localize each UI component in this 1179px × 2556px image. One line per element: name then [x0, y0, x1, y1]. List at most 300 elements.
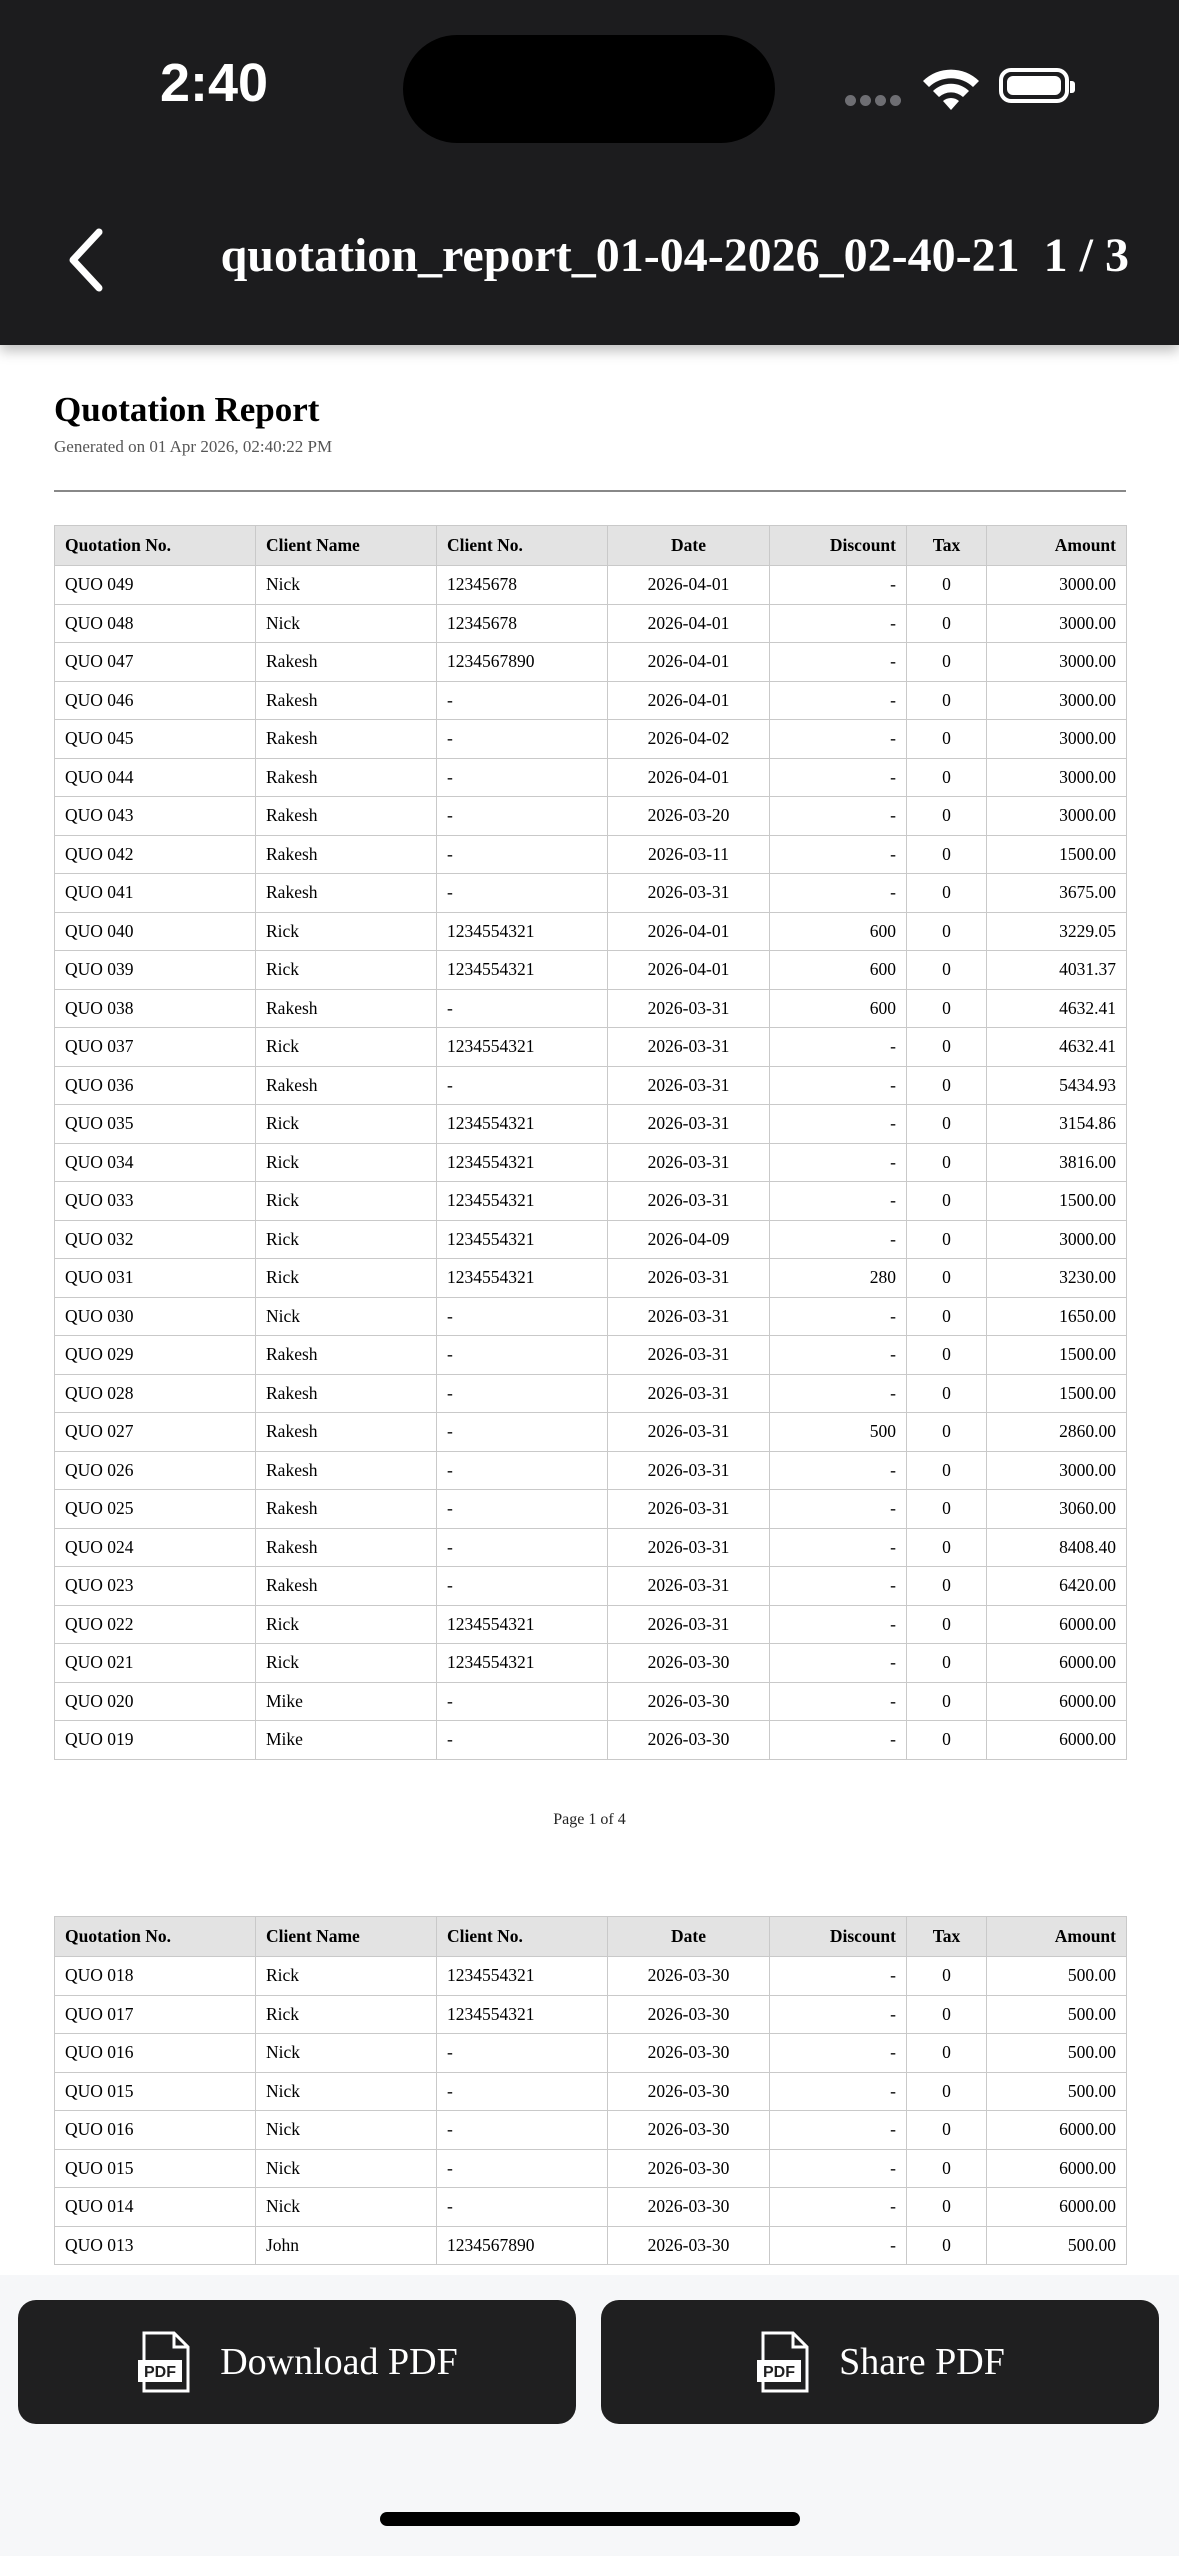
cell-date: 2026-04-09	[608, 1220, 770, 1259]
table-row	[55, 2226, 1127, 2265]
cell-discount: -	[770, 1682, 907, 1721]
cell-discount: -	[770, 1220, 907, 1259]
cell-discount: -	[770, 1567, 907, 1606]
cell-client-name: Rick	[256, 951, 437, 990]
cell-amount: 3675.00	[987, 874, 1127, 913]
cell-quotation-no: QUO 022	[55, 1605, 256, 1644]
column-header-discount: Discount	[770, 526, 907, 566]
table-row	[55, 1220, 1127, 1259]
divider	[54, 490, 1126, 492]
table-row	[55, 1957, 1127, 1996]
cell-date: 2026-03-30	[608, 1957, 770, 1996]
cell-amount: 4632.41	[987, 1028, 1127, 1067]
cell-date: 2026-04-01	[608, 643, 770, 682]
cell-discount: -	[770, 1066, 907, 1105]
cell-amount: 500.00	[987, 2034, 1127, 2073]
cell-client-no: 1234554321	[437, 1644, 608, 1683]
table-row	[55, 989, 1127, 1028]
cell-client-no: -	[437, 1413, 608, 1452]
cell-tax: 0	[907, 797, 987, 836]
cell-client-name: Rakesh	[256, 1336, 437, 1375]
table-row	[55, 1644, 1127, 1683]
cell-amount: 3816.00	[987, 1143, 1127, 1182]
file-name: quotation_report_01-04-2026_02-40-21	[220, 229, 1020, 282]
cell-client-name: Rakesh	[256, 1528, 437, 1567]
share-pdf-label: Share PDF	[839, 2341, 1005, 2383]
cell-client-no: 1234554321	[437, 1028, 608, 1067]
cell-date: 2026-04-01	[608, 681, 770, 720]
cell-quotation-no: QUO 031	[55, 1259, 256, 1298]
cell-tax: 0	[907, 1682, 987, 1721]
cell-tax: 0	[907, 2188, 987, 2227]
cell-client-name: Rakesh	[256, 1413, 437, 1452]
cell-client-name: Nick	[256, 2188, 437, 2227]
document-title	[140, 228, 1129, 283]
cell-client-name: Nick	[256, 566, 437, 605]
page-footer: Page 1 of 4	[553, 1811, 626, 1828]
table-row	[55, 643, 1127, 682]
report-title: Quotation Report	[54, 390, 320, 429]
cell-client-no: -	[437, 1066, 608, 1105]
cell-date: 2026-03-30	[608, 1682, 770, 1721]
column-header-client-name: Client Name	[256, 526, 437, 566]
cell-amount: 3000.00	[987, 1220, 1127, 1259]
cell-client-no: -	[437, 2072, 608, 2111]
cell-quotation-no: QUO 025	[55, 1490, 256, 1529]
table-row	[55, 797, 1127, 836]
cell-tax: 0	[907, 2111, 987, 2150]
top-bar	[0, 0, 1179, 345]
cellular-signal-icon	[845, 93, 905, 111]
cell-date: 2026-03-31	[608, 1066, 770, 1105]
cell-client-name: John	[256, 2226, 437, 2265]
cell-amount: 3000.00	[987, 1451, 1127, 1490]
cell-amount: 3000.00	[987, 566, 1127, 605]
cell-client-no: -	[437, 989, 608, 1028]
cell-tax: 0	[907, 1336, 987, 1375]
cell-tax: 0	[907, 2149, 987, 2188]
table-row	[55, 1413, 1127, 1452]
cell-quotation-no: QUO 046	[55, 681, 256, 720]
battery-icon	[999, 68, 1069, 103]
table-row	[55, 1567, 1127, 1606]
cell-date: 2026-03-31	[608, 1605, 770, 1644]
table-row	[55, 1143, 1127, 1182]
cell-discount: -	[770, 1644, 907, 1683]
table-row	[55, 1528, 1127, 1567]
cell-client-no: -	[437, 835, 608, 874]
cell-tax: 0	[907, 1567, 987, 1606]
cell-tax: 0	[907, 1490, 987, 1529]
back-button[interactable]	[55, 220, 115, 300]
cell-discount: -	[770, 2188, 907, 2227]
table-row	[55, 2034, 1127, 2073]
cell-quotation-no: QUO 015	[55, 2072, 256, 2111]
table-row	[55, 758, 1127, 797]
table-row	[55, 1451, 1127, 1490]
cell-date: 2026-03-11	[608, 835, 770, 874]
table-row	[55, 2111, 1127, 2150]
cell-discount: 280	[770, 1259, 907, 1298]
table-row	[55, 1297, 1127, 1336]
cell-amount: 3000.00	[987, 758, 1127, 797]
cell-discount: -	[770, 2072, 907, 2111]
cell-client-name: Mike	[256, 1721, 437, 1760]
cell-amount: 1500.00	[987, 1374, 1127, 1413]
cell-client-name: Mike	[256, 1682, 437, 1721]
cell-discount: -	[770, 681, 907, 720]
cell-client-no: -	[437, 1567, 608, 1606]
table-row	[55, 912, 1127, 951]
cell-amount: 1500.00	[987, 1182, 1127, 1221]
cell-amount: 3060.00	[987, 1490, 1127, 1529]
cell-tax: 0	[907, 758, 987, 797]
cell-client-name: Rakesh	[256, 720, 437, 759]
cell-date: 2026-03-30	[608, 1721, 770, 1760]
cell-amount: 6000.00	[987, 1605, 1127, 1644]
cell-client-no: -	[437, 797, 608, 836]
cell-amount: 6000.00	[987, 2111, 1127, 2150]
column-header-amount: Amount	[987, 1917, 1127, 1957]
cell-tax: 0	[907, 874, 987, 913]
cell-date: 2026-03-31	[608, 1105, 770, 1144]
pdf-file-icon	[755, 2330, 813, 2394]
table-row	[55, 604, 1127, 643]
cell-tax: 0	[907, 2226, 987, 2265]
cell-client-no: 12345678	[437, 604, 608, 643]
bottom-action-bar	[0, 2275, 1179, 2556]
cell-discount: -	[770, 1528, 907, 1567]
cell-client-no: 1234554321	[437, 1995, 608, 2034]
cell-quotation-no: QUO 018	[55, 1957, 256, 1996]
table-row	[55, 1682, 1127, 1721]
cell-quotation-no: QUO 024	[55, 1528, 256, 1567]
cell-tax: 0	[907, 1066, 987, 1105]
cell-client-name: Nick	[256, 2149, 437, 2188]
cell-amount: 6000.00	[987, 2149, 1127, 2188]
cell-quotation-no: QUO 014	[55, 2188, 256, 2227]
cell-date: 2026-04-02	[608, 720, 770, 759]
cell-client-no: -	[437, 1721, 608, 1760]
cell-quotation-no: QUO 034	[55, 1143, 256, 1182]
cell-amount: 3229.05	[987, 912, 1127, 951]
cell-client-no: 1234554321	[437, 1143, 608, 1182]
cell-tax: 0	[907, 951, 987, 990]
cell-discount: -	[770, 2034, 907, 2073]
cell-tax: 0	[907, 1220, 987, 1259]
cell-amount: 6000.00	[987, 1644, 1127, 1683]
cell-client-name: Rick	[256, 1028, 437, 1067]
cell-date: 2026-04-01	[608, 566, 770, 605]
table-row	[55, 566, 1127, 605]
cell-client-name: Rakesh	[256, 1490, 437, 1529]
cell-quotation-no: QUO 020	[55, 1682, 256, 1721]
cell-quotation-no: QUO 038	[55, 989, 256, 1028]
page-indicator: 1 / 3	[1043, 229, 1129, 282]
column-header-discount: Discount	[770, 1917, 907, 1957]
cell-tax: 0	[907, 2072, 987, 2111]
table-row	[55, 1182, 1127, 1221]
cell-tax: 0	[907, 1374, 987, 1413]
cell-client-no: 1234567890	[437, 643, 608, 682]
cell-tax: 0	[907, 989, 987, 1028]
cell-quotation-no: QUO 041	[55, 874, 256, 913]
cell-discount: -	[770, 2226, 907, 2265]
cell-quotation-no: QUO 017	[55, 1995, 256, 2034]
cell-amount: 5434.93	[987, 1066, 1127, 1105]
cell-client-no: 1234567890	[437, 2226, 608, 2265]
column-header-tax: Tax	[907, 526, 987, 566]
cell-quotation-no: QUO 013	[55, 2226, 256, 2265]
cell-date: 2026-04-01	[608, 951, 770, 990]
page-break	[0, 1860, 1179, 1890]
table-row	[55, 720, 1127, 759]
cell-quotation-no: QUO 016	[55, 2111, 256, 2150]
table-row	[55, 1105, 1127, 1144]
pdf-file-icon	[136, 2330, 194, 2394]
cell-amount: 2860.00	[987, 1413, 1127, 1452]
cell-date: 2026-03-31	[608, 989, 770, 1028]
cell-discount: 600	[770, 951, 907, 990]
cell-amount: 6000.00	[987, 1682, 1127, 1721]
pdf-viewer[interactable]	[0, 345, 1179, 2275]
column-header-client-name: Client Name	[256, 1917, 437, 1957]
cell-discount: -	[770, 1182, 907, 1221]
cell-client-name: Rick	[256, 1995, 437, 2034]
cell-date: 2026-03-31	[608, 874, 770, 913]
cell-client-no: -	[437, 1297, 608, 1336]
cell-quotation-no: QUO 048	[55, 604, 256, 643]
cell-client-name: Rick	[256, 1644, 437, 1683]
cell-client-no: -	[437, 2149, 608, 2188]
cell-date: 2026-03-31	[608, 1567, 770, 1606]
cell-client-no: -	[437, 1336, 608, 1375]
cell-discount: -	[770, 1143, 907, 1182]
cell-quotation-no: QUO 039	[55, 951, 256, 990]
cell-amount: 3000.00	[987, 720, 1127, 759]
cell-date: 2026-03-31	[608, 1413, 770, 1452]
cell-discount: -	[770, 1336, 907, 1375]
cell-quotation-no: QUO 026	[55, 1451, 256, 1490]
cell-tax: 0	[907, 1605, 987, 1644]
cell-client-name: Rakesh	[256, 989, 437, 1028]
cell-quotation-no: QUO 035	[55, 1105, 256, 1144]
table-row	[55, 1336, 1127, 1375]
cell-tax: 0	[907, 2034, 987, 2073]
cell-amount: 1500.00	[987, 835, 1127, 874]
dynamic-island	[403, 35, 775, 143]
cell-tax: 0	[907, 912, 987, 951]
table-row	[55, 951, 1127, 990]
cell-date: 2026-04-01	[608, 604, 770, 643]
cell-discount: -	[770, 1297, 907, 1336]
cell-client-name: Rick	[256, 1605, 437, 1644]
cell-discount: -	[770, 2111, 907, 2150]
cell-client-name: Nick	[256, 2072, 437, 2111]
cell-discount: -	[770, 1721, 907, 1760]
cell-amount: 500.00	[987, 2226, 1127, 2265]
cell-client-name: Rick	[256, 1259, 437, 1298]
cell-date: 2026-03-31	[608, 1336, 770, 1375]
cell-tax: 0	[907, 1105, 987, 1144]
cell-amount: 1650.00	[987, 1297, 1127, 1336]
cell-tax: 0	[907, 1957, 987, 1996]
cell-discount: -	[770, 720, 907, 759]
cell-discount: -	[770, 835, 907, 874]
table-row	[55, 1066, 1127, 1105]
column-header-tax: Tax	[907, 1917, 987, 1957]
cell-client-name: Rakesh	[256, 1374, 437, 1413]
cell-client-no: -	[437, 1528, 608, 1567]
cell-client-no: 1234554321	[437, 1605, 608, 1644]
wifi-icon	[920, 66, 982, 112]
cell-discount: -	[770, 1374, 907, 1413]
column-header-client-no: Client No.	[437, 526, 608, 566]
quotation-table-page-1	[54, 525, 1127, 1760]
table-row	[55, 1028, 1127, 1067]
cell-client-name: Nick	[256, 604, 437, 643]
cell-amount: 6000.00	[987, 2188, 1127, 2227]
cell-tax: 0	[907, 1995, 987, 2034]
cell-quotation-no: QUO 029	[55, 1336, 256, 1375]
cell-client-name: Rick	[256, 1220, 437, 1259]
cell-client-name: Nick	[256, 2034, 437, 2073]
cell-client-no: 1234554321	[437, 1957, 608, 1996]
cell-client-name: Rakesh	[256, 681, 437, 720]
cell-discount: -	[770, 874, 907, 913]
cell-tax: 0	[907, 720, 987, 759]
download-pdf-label: Download PDF	[220, 2341, 458, 2383]
cell-date: 2026-03-30	[608, 1995, 770, 2034]
cell-discount: -	[770, 1490, 907, 1529]
cell-amount: 3000.00	[987, 681, 1127, 720]
cell-tax: 0	[907, 604, 987, 643]
column-header-date: Date	[608, 1917, 770, 1957]
cell-client-no: -	[437, 2034, 608, 2073]
cell-client-no: -	[437, 681, 608, 720]
cell-quotation-no: QUO 043	[55, 797, 256, 836]
share-pdf-button[interactable]	[601, 2300, 1159, 2424]
cell-client-name: Rakesh	[256, 797, 437, 836]
cell-tax: 0	[907, 1413, 987, 1452]
cell-quotation-no: QUO 049	[55, 566, 256, 605]
table-row	[55, 2188, 1127, 2227]
cell-amount: 6000.00	[987, 1721, 1127, 1760]
cell-tax: 0	[907, 1297, 987, 1336]
table-header-row	[55, 526, 1127, 566]
cell-amount: 4031.37	[987, 951, 1127, 990]
cell-amount: 3000.00	[987, 643, 1127, 682]
column-header-quotation-no: Quotation No.	[55, 526, 256, 566]
cell-amount: 1500.00	[987, 1336, 1127, 1375]
cell-quotation-no: QUO 021	[55, 1644, 256, 1683]
cell-client-no: 12345678	[437, 566, 608, 605]
cell-date: 2026-03-31	[608, 1028, 770, 1067]
cell-date: 2026-04-01	[608, 912, 770, 951]
cell-client-no: -	[437, 758, 608, 797]
cell-date: 2026-03-30	[608, 2111, 770, 2150]
cell-date: 2026-03-30	[608, 2188, 770, 2227]
cell-quotation-no: QUO 047	[55, 643, 256, 682]
cell-date: 2026-03-30	[608, 2149, 770, 2188]
column-header-amount: Amount	[987, 526, 1127, 566]
quotation-table-page-2	[54, 1916, 1127, 2265]
cell-date: 2026-03-31	[608, 1297, 770, 1336]
cell-client-name: Nick	[256, 2111, 437, 2150]
cell-tax: 0	[907, 681, 987, 720]
table-row	[55, 681, 1127, 720]
column-header-client-no: Client No.	[437, 1917, 608, 1957]
cell-client-no: -	[437, 720, 608, 759]
download-pdf-button[interactable]	[18, 2300, 576, 2424]
table-row	[55, 1490, 1127, 1529]
cell-tax: 0	[907, 1182, 987, 1221]
table-header-row	[55, 1917, 1127, 1957]
cell-discount: -	[770, 1028, 907, 1067]
column-header-quotation-no: Quotation No.	[55, 1917, 256, 1957]
cell-amount: 4632.41	[987, 989, 1127, 1028]
cell-client-name: Rakesh	[256, 835, 437, 874]
pdf-icon-label: PDF	[144, 2364, 177, 2381]
chevron-left-icon	[65, 228, 105, 292]
table-row	[55, 1995, 1127, 2034]
cell-client-name: Rick	[256, 1182, 437, 1221]
cell-amount: 500.00	[987, 2072, 1127, 2111]
cell-client-no: 1234554321	[437, 912, 608, 951]
cell-discount: -	[770, 566, 907, 605]
cell-quotation-no: QUO 015	[55, 2149, 256, 2188]
cell-client-name: Nick	[256, 1297, 437, 1336]
cell-quotation-no: QUO 016	[55, 2034, 256, 2073]
cell-tax: 0	[907, 1528, 987, 1567]
cell-client-name: Rakesh	[256, 1567, 437, 1606]
cell-quotation-no: QUO 030	[55, 1297, 256, 1336]
cell-amount: 500.00	[987, 1957, 1127, 1996]
cell-amount: 3230.00	[987, 1259, 1127, 1298]
cell-quotation-no: QUO 044	[55, 758, 256, 797]
cell-date: 2026-04-01	[608, 758, 770, 797]
cell-tax: 0	[907, 1259, 987, 1298]
cell-client-no: -	[437, 2111, 608, 2150]
cell-date: 2026-03-30	[608, 2226, 770, 2265]
cell-discount: -	[770, 1105, 907, 1144]
cell-date: 2026-03-31	[608, 1490, 770, 1529]
cell-quotation-no: QUO 023	[55, 1567, 256, 1606]
cell-date: 2026-03-30	[608, 2034, 770, 2073]
cell-client-no: 1234554321	[437, 1259, 608, 1298]
table-row	[55, 2072, 1127, 2111]
cell-quotation-no: QUO 037	[55, 1028, 256, 1067]
cell-quotation-no: QUO 045	[55, 720, 256, 759]
cell-discount: -	[770, 604, 907, 643]
cell-tax: 0	[907, 1451, 987, 1490]
cell-quotation-no: QUO 033	[55, 1182, 256, 1221]
table-row	[55, 1605, 1127, 1644]
cell-discount: -	[770, 1605, 907, 1644]
table-row	[55, 1721, 1127, 1760]
cell-discount: -	[770, 643, 907, 682]
cell-amount: 6420.00	[987, 1567, 1127, 1606]
table-row	[55, 874, 1127, 913]
cell-quotation-no: QUO 027	[55, 1413, 256, 1452]
report-generated-date: Generated on 01 Apr 2026, 02:40:22 PM	[54, 437, 333, 456]
table-row	[55, 1374, 1127, 1413]
cell-client-no: 1234554321	[437, 1105, 608, 1144]
cell-discount: -	[770, 797, 907, 836]
cell-client-name: Rakesh	[256, 1066, 437, 1105]
cell-client-name: Rakesh	[256, 1451, 437, 1490]
home-indicator[interactable]	[380, 2512, 800, 2526]
